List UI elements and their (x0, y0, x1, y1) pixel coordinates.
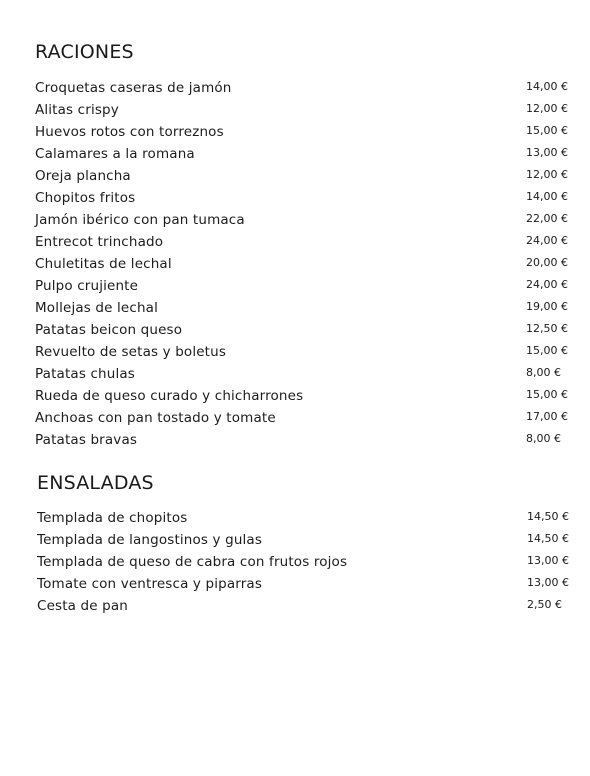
item-price: 15,00 € (526, 344, 568, 357)
item-price: 13,00 € (527, 576, 569, 589)
menu-item (35, 142, 567, 164)
item-price: 2,50 € (527, 598, 562, 611)
item-name: Huevos rotos con torreznos (35, 124, 224, 140)
menu-item (37, 594, 567, 616)
menu-item (37, 506, 567, 528)
item-price: 8,00 € (526, 366, 561, 379)
menu-item (35, 340, 567, 362)
item-name: Patatas chulas (35, 366, 135, 382)
section-title: RACIONES (35, 41, 134, 63)
item-price: 14,00 € (526, 80, 568, 93)
item-price: 20,00 € (526, 256, 568, 269)
menu-item (35, 384, 567, 406)
menu-item (37, 550, 567, 572)
item-price: 12,50 € (526, 322, 568, 335)
raciones-section (35, 40, 567, 450)
item-name: Chuletitas de lechal (35, 256, 172, 272)
menu-item (35, 362, 567, 384)
item-price: 17,00 € (526, 410, 568, 423)
item-price: 13,00 € (526, 146, 568, 159)
menu-item (37, 528, 567, 550)
item-name: Calamares a la romana (35, 146, 195, 162)
menu-item (35, 230, 567, 252)
menu-item (35, 164, 567, 186)
item-name: Jamón ibérico con pan tumaca (35, 212, 245, 228)
menu-item (37, 572, 567, 594)
item-name: Oreja plancha (35, 168, 131, 184)
item-name: Templada de langostinos y gulas (37, 532, 263, 548)
item-name: Mollejas de lechal (35, 300, 158, 316)
item-price: 15,00 € (526, 124, 568, 137)
item-name: Patatas bravas (35, 432, 138, 448)
item-name: Pulpo crujiente (35, 278, 139, 294)
menu-item (35, 252, 567, 274)
menu-item (35, 98, 567, 120)
item-price: 14,50 € (527, 510, 569, 523)
menu-item (35, 406, 567, 428)
item-name: Cesta de pan (37, 598, 128, 614)
menu-item (35, 274, 567, 296)
item-price: 13,00 € (527, 554, 569, 567)
item-name: Chopitos fritos (35, 190, 136, 206)
item-name: Tomate con ventresca y piparras (37, 576, 263, 592)
item-price: 22,00 € (526, 212, 568, 225)
ensaladas-list (37, 506, 567, 616)
item-price: 15,00 € (526, 388, 568, 401)
item-name: Alitas crispy (35, 102, 119, 118)
raciones-list (35, 76, 567, 450)
item-price: 8,00 € (526, 432, 561, 445)
menu-item (35, 76, 567, 98)
item-price: 12,00 € (526, 102, 568, 115)
item-name: Templada de queso de cabra con frutos rojos (37, 554, 348, 570)
item-price: 24,00 € (526, 234, 568, 247)
menu-item (35, 318, 567, 340)
item-price: 14,50 € (527, 532, 569, 545)
item-name: Templada de chopitos (37, 510, 188, 526)
item-name: Patatas beicon queso (35, 322, 183, 338)
item-price: 12,00 € (526, 168, 568, 181)
menu-item (35, 428, 567, 450)
menu-item (35, 296, 567, 318)
item-price: 19,00 € (526, 300, 568, 313)
item-price: 24,00 € (526, 278, 568, 291)
item-name: Anchoas con pan tostado y tomate (35, 410, 276, 426)
item-price: 14,00 € (526, 190, 568, 203)
menu-item (35, 186, 567, 208)
ensaladas-section (37, 471, 567, 616)
menu-item (35, 120, 567, 142)
menu-item (35, 208, 567, 230)
item-name: Croquetas caseras de jamón (35, 80, 232, 96)
section-title: ENSALADAS (37, 472, 154, 494)
item-name: Rueda de queso curado y chicharrones (35, 388, 304, 404)
item-name: Entrecot trinchado (35, 234, 164, 250)
item-name: Revuelto de setas y boletus (35, 344, 227, 360)
